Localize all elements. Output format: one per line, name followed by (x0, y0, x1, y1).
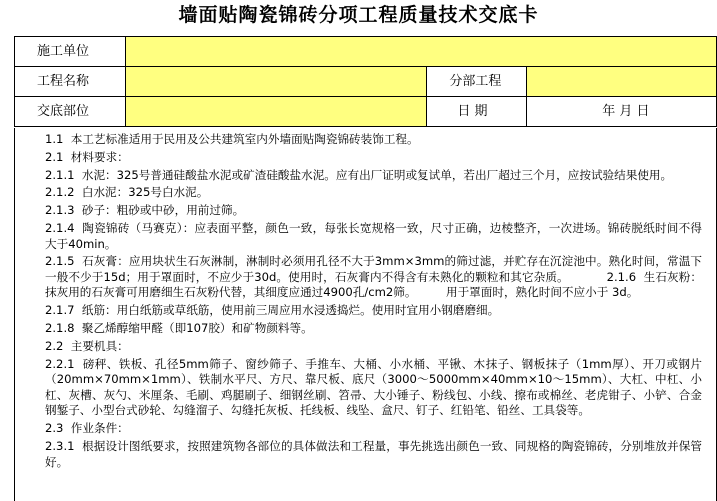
content-line: 2.1.7 纸筋：用白纸筋或草纸筋，使用前三周应用水浸透捣烂。使用时宜用小钢磨磨细。 (45, 303, 500, 318)
content-line: 2.1.1 水泥：325号普通硅酸盐水泥或矿渣硅酸盐水泥。应有出厂证明或复试单，若出厂超过三个月，应按试验结果使用。 (45, 167, 673, 182)
content-line: 2.1.4 陶瓷锦砖（马赛克）：应表面平整，颜色一致，每张长宽规格一致，尺寸正确，边棱整齐，一次进场。锦砖脱纸时间不得大于40min。 (45, 220, 702, 251)
document-title: 墙面贴陶瓷锦砖分项工程质量技术交底卡 (178, 4, 539, 26)
header-row-part (15, 97, 717, 127)
unit-value-field[interactable] (126, 37, 717, 67)
sub-project-label: 分部工程 (427, 67, 527, 97)
content-line: 2.2 主要机具： (45, 338, 129, 353)
project-value-field[interactable] (126, 67, 428, 97)
header-row-project (15, 67, 717, 97)
content-line: 2.2.1 磅秤、铁板、孔径5mm筛子、窗纱筛子、手推车、大桶、小水桶、平锹、木抹子、钢板抹子（1mm厚）、开刀或钢片（20mm×70mm×1mm）、铁制水平尺、方尺、靠尺板、底尺（3000～5000mm×40mm×10～15mm）、大杠、中杠、小杠、灰槽、灰勺、米厘条、毛刷、鸡腿刷子、细钢丝刷、笤帚、大小锤子、粉线包、小线、擦布或棉丝、老虎钳子、小铲、合金钢錾子、小型台式砂轮、勾缝溜子、勾缝托灰板、托线板、线坠、盒尺、钉子、红铅笔、铅丝、工具袋等。 (45, 356, 702, 418)
content-line: 2.1.8 聚乙烯醇缩甲醛（即107胶）和矿物颜料等。 (45, 321, 313, 336)
part-label: 交底部位 (15, 97, 126, 127)
content-line: 2.1 材料要求： (45, 149, 129, 164)
content-line: 2.3 作业条件： (45, 421, 129, 436)
content-line: 2.1.5 石灰膏：应用块状生石灰淋制，淋制时必须用孔径不大于3mm×3mm的筛过滤，并贮存在沉淀池中。熟化时间，常温下一般不少于15d；用于罩面时，不应少于30d。使用时，石灰膏内不得含有未熟化的颗粒和其它杂质。 2.1.6 生石灰粉：抹灰用的石灰膏可用磨细生石灰粉代替，其细度应通过4900孔/cm2筛。 用于罩面时，熟化时间不应小于 3d。 (45, 254, 702, 300)
sub-project-value-field[interactable] (527, 67, 717, 97)
date-label: 日 期 (427, 97, 527, 127)
content-line: 2.3.1 根据设计图纸要求，按照建筑物各部位的具体做法和工程量，事先挑选出颜色一致、同规格的陶瓷锦砖，分别堆放并保管好。 (45, 438, 702, 469)
content-line: 1.1 本工艺标准适用于民用及公共建筑室内外墙面贴陶瓷锦砖装饰工程。 (45, 132, 419, 146)
disclosure-content (14, 128, 717, 501)
content-line: 2.1.2 白水泥：325号白水泥。 (45, 185, 209, 200)
project-label: 工程名称 (15, 67, 126, 97)
part-value-field[interactable] (126, 97, 428, 127)
unit-label: 施工单位 (15, 37, 126, 67)
header-row-unit (15, 37, 717, 67)
header-table (14, 36, 717, 127)
date-value: 年 月 日 (527, 97, 717, 127)
content-line: 2.1.3 砂子：粗砂或中砂，用前过筛。 (45, 203, 245, 218)
